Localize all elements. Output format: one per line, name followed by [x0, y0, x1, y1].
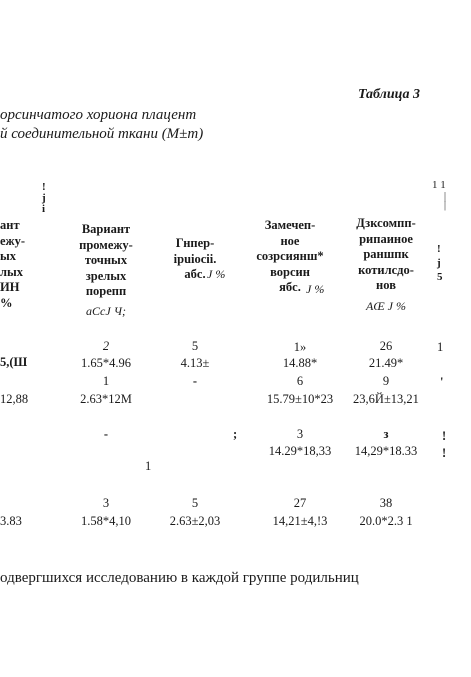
- row1-col5: 1: [437, 340, 444, 354]
- table-caption-line-1: орсинчатого хориона плацент: [0, 107, 197, 123]
- row3-col1-count: -: [103, 427, 109, 441]
- row1-col4-count: 26: [379, 339, 393, 353]
- edge-mark-top: ! j i: [42, 181, 46, 215]
- row3-col2-mark: ;: [233, 427, 238, 441]
- header-col-1: Вариант промежу- точных зрелых порепп: [79, 222, 133, 298]
- row3-col3-value: 14.29*18,33: [268, 444, 332, 458]
- row4-col3-value: 14,21±4,!3: [272, 514, 328, 528]
- table-footnote: одвергшихся исследованию в каждой группе родильниц: [0, 570, 359, 586]
- row2-col1-count: 1: [102, 374, 110, 388]
- header-col-3: Замечеп- ное созрсиянш* ворсин ябс.: [256, 218, 324, 294]
- row4-col3-count: 27: [293, 496, 307, 510]
- row4-col2-value: 2.63±2,03: [169, 514, 221, 528]
- header-col-3-unit: J %: [306, 282, 325, 296]
- row2-col5: ': [440, 375, 444, 389]
- row2-col0: 12,88: [0, 392, 29, 406]
- header-col-4: Дзксомпп- рипаиное раншпк котилсдо- нов: [356, 216, 416, 292]
- row2-col2-count: -: [192, 374, 198, 388]
- row1-col1-count: 2: [102, 339, 110, 353]
- header-col-5: ! j 5: [437, 243, 443, 283]
- header-col-2: Гнпер- ipuioсii. абс.: [173, 236, 217, 281]
- row2-col3-value: 15.79±10*23: [266, 392, 334, 406]
- table-caption-line-2: й соединительной ткани (M±m): [0, 126, 204, 142]
- row4-col4-value: 20.0*2.3 1: [359, 514, 413, 528]
- row1-col1-value: 1.65*4.96: [81, 356, 131, 370]
- row1-col3-count: 1»: [293, 340, 307, 354]
- row1-col3-value: 14.88*: [282, 356, 318, 370]
- row4-col2-count: 5: [191, 496, 199, 510]
- header-col-4-unit: AŒ J %: [366, 299, 406, 313]
- row1-col4-value: 21.49*: [368, 356, 404, 370]
- row3-stray-mark: 1: [145, 459, 152, 473]
- edge-mark-bars: | |: [444, 191, 447, 211]
- row4-col4-count: 38: [379, 496, 393, 510]
- header-col-0: ант ежу- ых лых ИН %: [0, 218, 26, 310]
- edge-mark-top-right: 1 1: [432, 179, 446, 191]
- row3-col3-count: 3: [296, 427, 304, 441]
- row4-col1-value: 1.58*4,10: [81, 514, 131, 528]
- row2-col4-count: 9: [382, 374, 390, 388]
- row3-col5: ! !: [442, 429, 447, 460]
- row3-col4-count: з: [383, 427, 389, 441]
- row2-col1-value: 2.63*12M: [80, 392, 132, 406]
- row1-col2-count: 5: [191, 339, 199, 353]
- row1-col0: 5,(Ш: [0, 355, 28, 369]
- row4-col1-count: 3: [102, 496, 110, 510]
- row2-col4-value: 23,6Й±13,21: [353, 392, 419, 406]
- header-col-1-unit: aCcJ Ч;: [86, 304, 126, 318]
- header-col-2-unit: J %: [207, 267, 226, 281]
- row4-col0: 3.83: [0, 514, 22, 528]
- row1-col2-value: 4.13±: [180, 356, 210, 370]
- table-label: Таблица 3: [358, 87, 420, 102]
- row3-col4-value: 14,29*18.33: [354, 444, 418, 458]
- row2-col3-count: 6: [296, 374, 304, 388]
